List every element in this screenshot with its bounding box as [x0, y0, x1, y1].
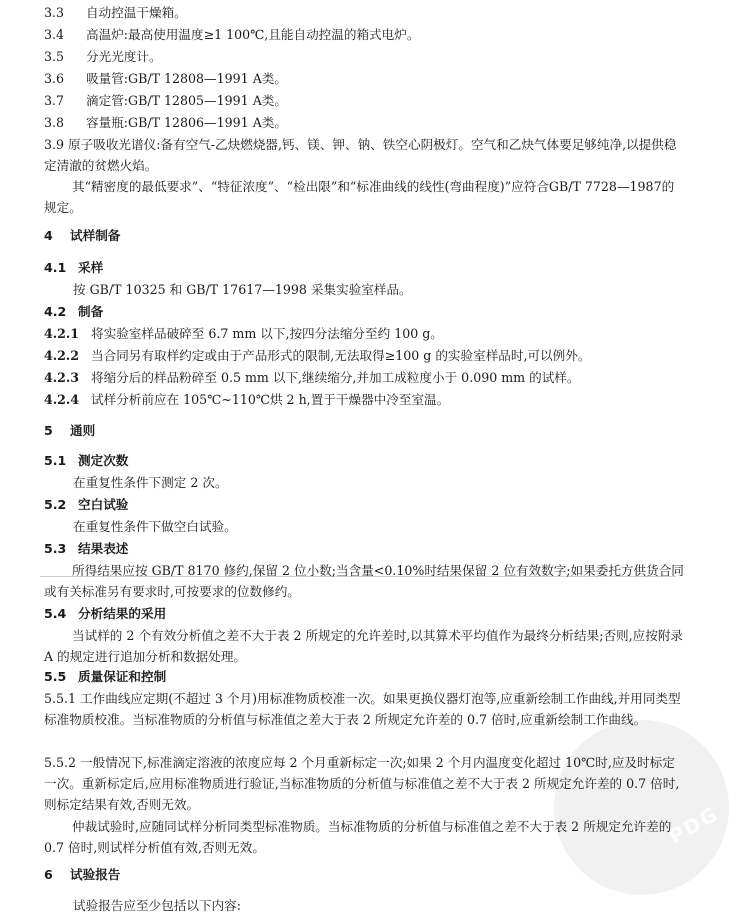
- section-title: 采样: [78, 260, 104, 275]
- item-text: 试样分析前应在 105℃~110℃烘 2 h,置于干燥器中冷至室温。: [91, 392, 450, 407]
- section-4-2-heading: [44, 303, 103, 321]
- item-3-8: [44, 114, 287, 132]
- item-text: 容量瓶:GB/T 12806—1991 A类。: [86, 115, 287, 130]
- item-text: 分光光度计。: [86, 49, 162, 64]
- section-title: 试样制备: [70, 228, 121, 243]
- item-4-2-1: [44, 325, 443, 343]
- item-num: 3.7: [44, 93, 65, 108]
- item-num: 4.2.1: [44, 326, 80, 341]
- section-num: 5: [44, 423, 53, 438]
- item-num: 4.2.2: [44, 348, 80, 363]
- item-4-2-3: [44, 369, 580, 387]
- item-num: 3.5: [44, 49, 65, 64]
- section-num: 6: [44, 867, 53, 882]
- item-num: 3.8: [44, 115, 65, 130]
- section-5-3-heading: [44, 540, 128, 558]
- section-num: 5.4: [44, 606, 67, 621]
- section-5-4-heading: [44, 605, 166, 623]
- item-3-3: [44, 4, 187, 22]
- section-num: 4.2: [44, 304, 67, 319]
- item-3-9: 3.9 原子吸收光谱仪:备有空气-乙炔燃烧器,钙、镁、钾、钠、铁空心阴极灯。空气和乙炔气体要足够纯净,以提供稳定清澈的贫燃火焰。: [44, 137, 677, 173]
- section-title: 分析结果的采用: [78, 606, 167, 621]
- section-5-1-heading: [44, 452, 128, 470]
- section-title: 试验报告: [70, 867, 121, 882]
- section-6-heading: [44, 866, 120, 884]
- item-text: 高温炉:最高使用温度≥1 100℃,且能自动控温的箱式电炉。: [86, 27, 420, 42]
- item-3-7: [44, 92, 287, 110]
- section-title: 空白试验: [78, 497, 129, 512]
- item-text: 自动控温干燥箱。: [86, 5, 187, 20]
- section-title: 结果表述: [78, 541, 129, 556]
- section-5-5-heading: [44, 668, 166, 686]
- section-num: 5.2: [44, 497, 67, 512]
- section-5-1-text: 在重复性条件下测定 2 次。: [73, 475, 228, 490]
- section-num: 4.1: [44, 260, 67, 275]
- item-text: 滴定管:GB/T 12805—1991 A类。: [86, 93, 287, 108]
- item-text: 当合同另有取样约定或由于产品形式的限制,无法取得≥100 g 的实验室样品时,可以例外。: [91, 348, 591, 363]
- item-4-2-4: [44, 391, 449, 409]
- section-4-1-text: 按 GB/T 10325 和 GB/T 17617—1998 采集实验室样品。: [73, 282, 412, 297]
- section-title: 制备: [78, 304, 104, 319]
- section-title: 质量保证和控制: [78, 669, 167, 684]
- section-5-heading: [44, 422, 95, 440]
- item-text: 吸量管:GB/T 12808—1991 A类。: [86, 71, 287, 86]
- item-3-6: [44, 70, 287, 88]
- item-3-4: [44, 26, 419, 44]
- item-5-5-2: 5.5.2 一般情况下,标准滴定溶液的浓度应每 2 个月重新标定一次;如果 2 个月内温度变化超过 10℃时,应及时标定一次。重新标定后,应用标准物质进行验证,当标准物质的分析值与标准值之差不大于表 2 所规定允许差的 0.7 倍时,则标定结果有效,否则无效。: [44, 755, 680, 812]
- paragraph-precision: 其“精密度的最低要求”、“特征浓度”、“检出限”和“标准曲线的线性(弯曲程度)”应符合GB/T 7728—1987的规定。: [44, 179, 675, 215]
- item-text: 将缩分后的样品粉碎至 0.5 mm 以下,继续缩分,并加工成粒度小于 0.090 mm 的试样。: [91, 370, 580, 385]
- section-num: 5.5: [44, 669, 67, 684]
- section-6-text: 试验报告应至少包括以下内容:: [73, 898, 241, 913]
- section-title: 测定次数: [78, 453, 129, 468]
- paragraph-arbitration: 仲裁试验时,应随同试样分析同类型标准物质。当标准物质的分析值与标准值之差不大于表 2 所规定允许差的 0.7 倍时,则试样分析值有效,否则无效。: [44, 819, 672, 855]
- section-4-heading: [44, 227, 120, 245]
- item-5-5-1: 5.5.1 工作曲线应定期(不超过 3 个月)用标准物质校准一次。如果更换仪器灯泡等,应重新绘制工作曲线,并用同类型标准物质校准。当标准物质的分析值与标准值之差大于表 2 所规定允许差的 0.7 倍时,应重新绘制工作曲线。: [44, 691, 681, 727]
- section-5-4-text: 当试样的 2 个有效分析值之差不大于表 2 所规定的允许差时,以其算术平均值作为最终分析结果;否则,应按附录 A 的规定进行追加分析和数据处理。: [44, 628, 684, 664]
- item-4-2-2: [44, 347, 590, 365]
- item-num: 3.4: [44, 27, 65, 42]
- item-num: 3.3: [44, 5, 65, 20]
- section-num: 4: [44, 228, 53, 243]
- item-num: 3.6: [44, 71, 65, 86]
- section-4-1-heading: [44, 259, 103, 277]
- section-5-2-heading: [44, 496, 128, 514]
- section-num: 5.1: [44, 453, 67, 468]
- section-num: 5.3: [44, 541, 67, 556]
- section-title: 通则: [70, 423, 96, 438]
- item-3-5: [44, 48, 162, 66]
- section-5-2-text: 在重复性条件下做空白试验。: [73, 519, 237, 534]
- item-text: 将实验室样品破碎至 6.7 mm 以下,按四分法缩分至约 100 g。: [91, 326, 443, 341]
- watermark-text: PDG: [664, 801, 724, 849]
- section-5-3-text: 所得结果应按 GB/T 8170 修约,保留 2 位小数;当含量<0.10%时结果保留 2 位有效数字;如果委托方供货合同或有关标准另有要求时,可按要求的位数修约。: [44, 563, 684, 599]
- item-num: 4.2.3: [44, 370, 80, 385]
- item-num: 4.2.4: [44, 392, 80, 407]
